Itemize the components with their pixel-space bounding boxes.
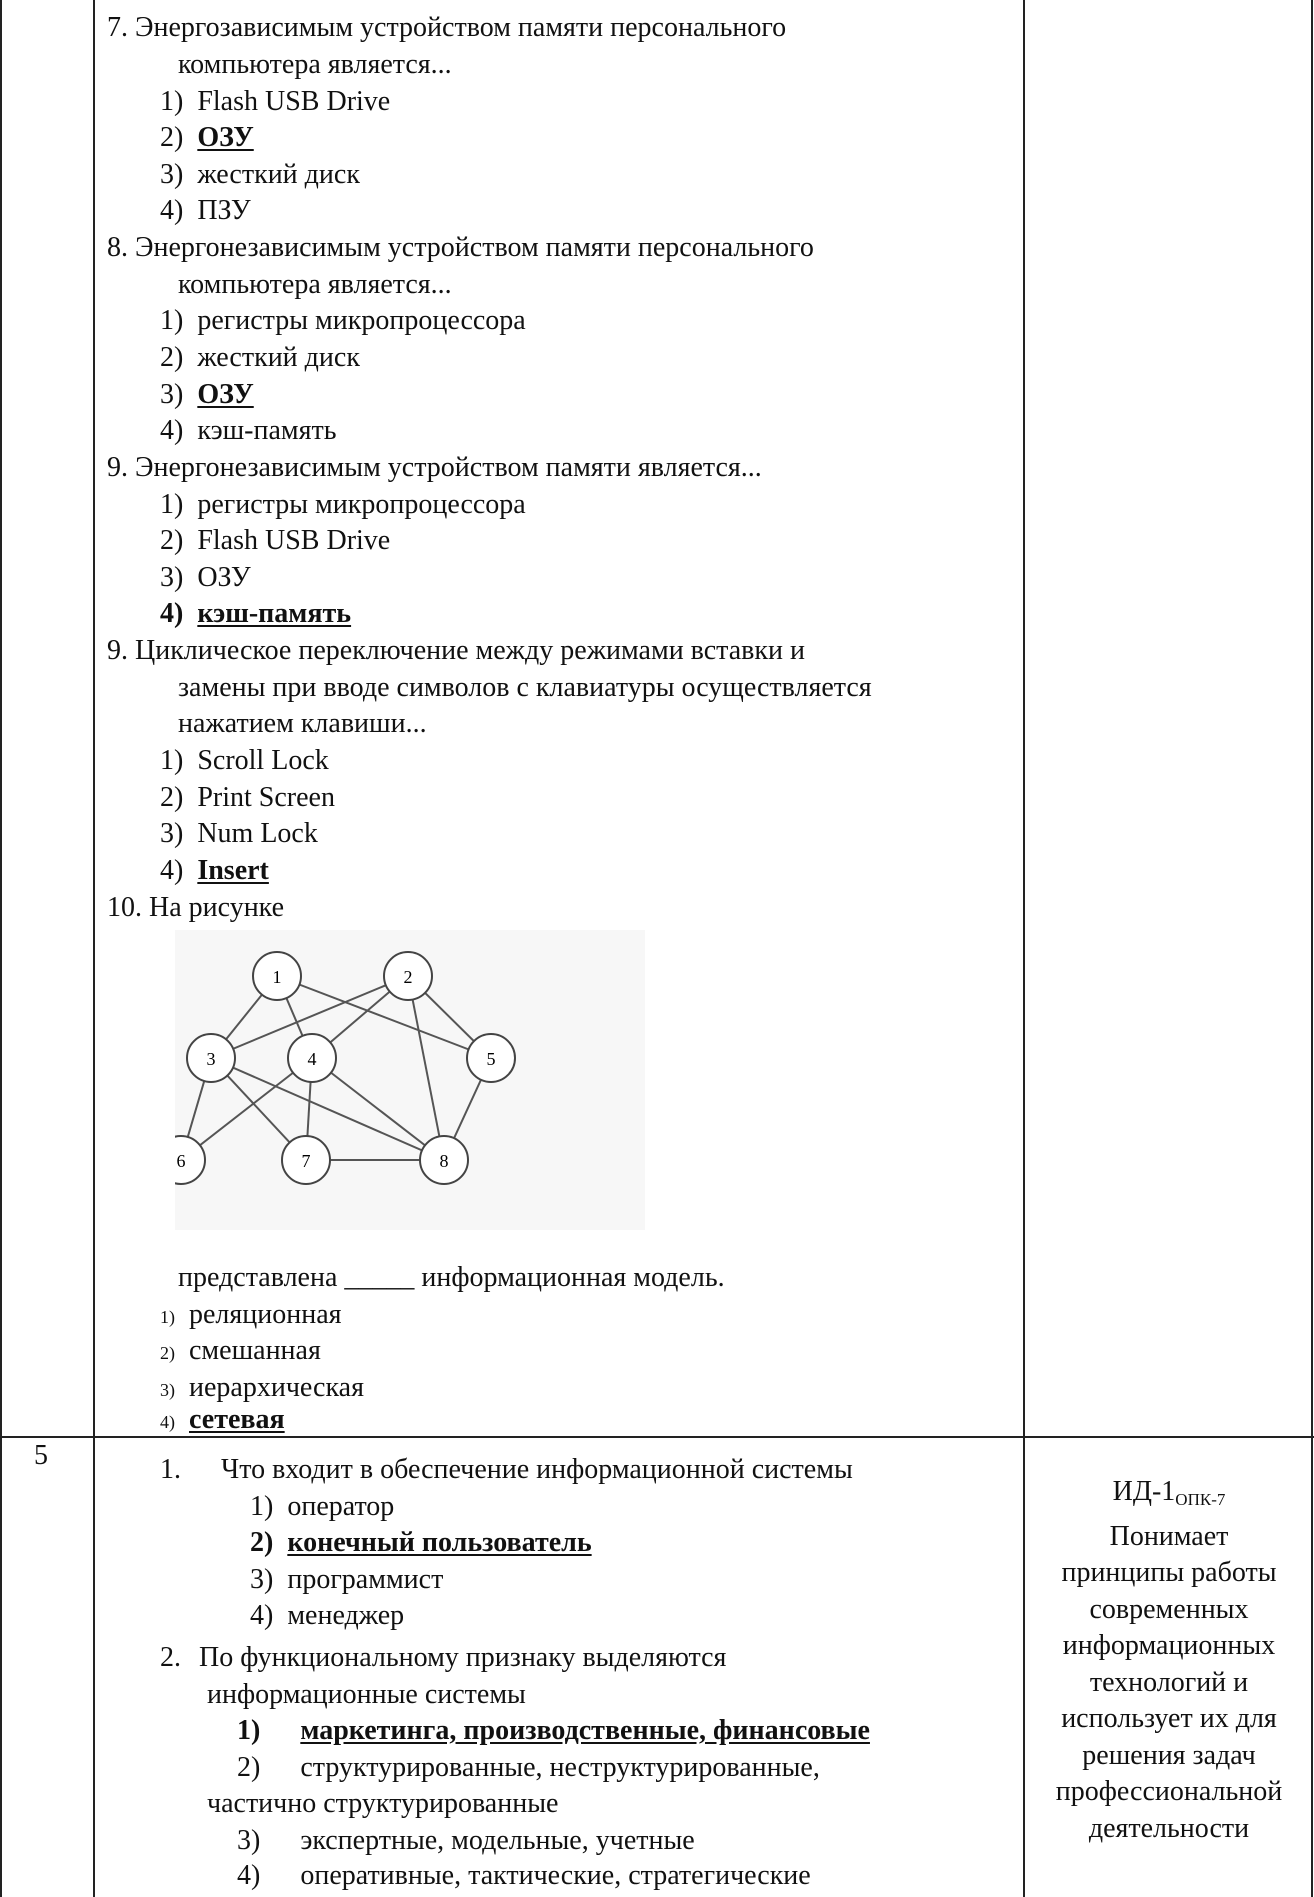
option: 3) программист (250, 1564, 444, 1595)
option: 1) регистры микропроцессора (160, 489, 526, 520)
question-text: представлена _____ информационная модель. (178, 1262, 725, 1293)
option: 2) жесткий диск (160, 342, 360, 373)
table-border-col1 (93, 0, 95, 1897)
option-correct: 2) конечный пользователь (250, 1527, 592, 1558)
graph-node (288, 1034, 336, 1082)
option: 1) реляционная (160, 1299, 342, 1330)
graph-node-label: 1 (272, 967, 282, 987)
row-number: 5 (34, 1440, 48, 1471)
option: 1) регистры микропроцессора (160, 305, 526, 336)
graph-node (282, 1136, 330, 1184)
option-continuation: частично структурированные (207, 1788, 559, 1819)
option: 2) Print Screen (160, 782, 335, 813)
option: 4) ПЗУ (160, 195, 251, 226)
indicator-code: $ИД-1_{ОПК-7}$ (1112, 1476, 1226, 1509)
option: 3) жесткий диск (160, 159, 360, 190)
graph-node-label: 5 (486, 1049, 496, 1069)
question-text: компьютера является... (178, 269, 452, 300)
graph-node-label: 2 (403, 967, 413, 987)
option-correct: 1) маркетинга, производственные, финансовые (237, 1715, 870, 1746)
indicator-line: деятельности (1088, 1812, 1250, 1844)
question-text: информационные системы (207, 1679, 526, 1710)
option: 2) смешанная (160, 1335, 321, 1366)
table-border-left (0, 0, 2, 1897)
option: 3) иерархическая (160, 1372, 364, 1403)
option-correct: 4) Insert (160, 855, 269, 886)
option: 2) Flash USB Drive (160, 525, 391, 556)
graph-node (253, 952, 301, 1000)
option: 2) структурированные, неструктурированные, (237, 1752, 820, 1783)
network-graph-figure (175, 930, 645, 1230)
question-text: 9. Циклическое переключение между режимами вставки и (107, 635, 805, 666)
graph-node (420, 1136, 468, 1184)
indicator-line: решения задач (1082, 1739, 1256, 1771)
question-text: компьютера является... (178, 49, 452, 80)
option: 4) кэш-память (160, 415, 337, 446)
question-text: 7. Энергозависимым устройством памяти персонального (107, 12, 787, 43)
question-text: замены при вводе символов с клавиатуры осуществляется (178, 672, 872, 703)
indicator-line: информационных (1062, 1630, 1276, 1661)
question-text: 9. Энергонезависимым устройством памяти является... (107, 452, 762, 483)
option: 4) менеджер (250, 1600, 405, 1631)
graph-node-label: 7 (301, 1151, 311, 1171)
graph-node-label: 4 (307, 1049, 317, 1069)
option: 1) оператор (250, 1491, 395, 1522)
indicator-line: профессиональной (1055, 1776, 1283, 1807)
graph-node (384, 952, 432, 1000)
option-correct: 3) ОЗУ (160, 379, 254, 410)
question-text: 2. По функциональному признаку выделяются (160, 1642, 727, 1673)
indicator-line: Понимает (1109, 1520, 1229, 1552)
option-correct: 4) кэш-память (160, 598, 352, 629)
graph-node-label: 6 (176, 1151, 186, 1171)
competency-indicator (1024, 1474, 1314, 1847)
indicator-line: современных (1089, 1593, 1249, 1625)
question-text: нажатием клавиши... (178, 708, 427, 739)
option: 3) Num Lock (160, 818, 318, 849)
question-text: 10. На рисунке (107, 892, 285, 923)
option: 1) Scroll Lock (160, 745, 329, 776)
option: 3) экспертные, модельные, учетные (237, 1825, 695, 1856)
indicator-line: технологий и (1089, 1666, 1249, 1698)
option-correct: 4) сетевая (160, 1404, 285, 1435)
option: 4) оперативные, тактические, стратегические (237, 1860, 811, 1891)
indicator-line: принципы работы (1061, 1557, 1277, 1588)
graph-node-label: 3 (206, 1049, 216, 1069)
graph-node (187, 1034, 235, 1082)
question-text: 1. Что входит в обеспечение информационной системы (160, 1454, 853, 1485)
graph-node (467, 1034, 515, 1082)
indicator-line: использует их для (1061, 1703, 1277, 1734)
option-correct: 2) ОЗУ (160, 122, 254, 153)
graph-node-label: 8 (439, 1151, 449, 1171)
option: 3) ОЗУ (160, 562, 251, 593)
question-text: 8. Энергонезависимым устройством памяти персонального (107, 232, 814, 263)
option: 1) Flash USB Drive (160, 86, 391, 117)
